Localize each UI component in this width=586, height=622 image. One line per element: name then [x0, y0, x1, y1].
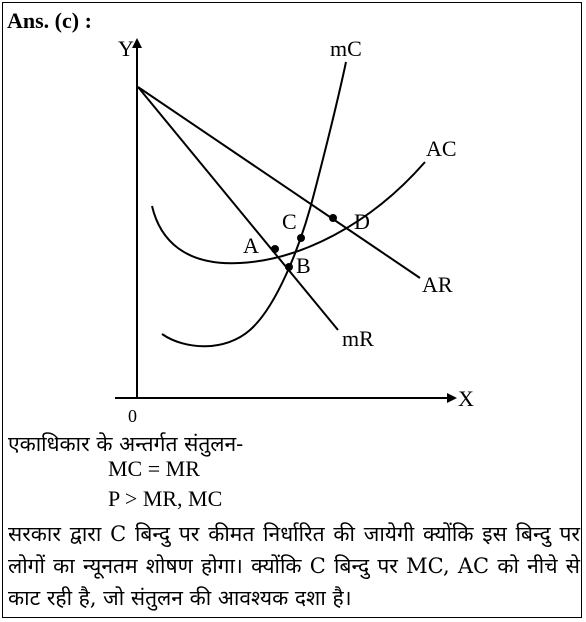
point-b-label: B: [296, 253, 311, 278]
answer-heading: Ans. (c) :: [7, 8, 92, 33]
mr-curve: [138, 87, 338, 330]
point-c-label: C: [282, 209, 297, 234]
equation-price: P > MR, MC: [108, 486, 223, 511]
equation-mc-mr: MC = MR: [108, 456, 200, 481]
equilibrium-heading: एकाधिकार के अन्तर्गत संतुलन-: [8, 432, 244, 456]
point-c-dot: [297, 234, 305, 242]
point-d-label: D: [354, 209, 370, 234]
point-b-dot: [285, 263, 293, 271]
explanation-paragraph: सरकार द्वारा C बिन्दु पर कीमत निर्धारित की जायेगी क्योंकि इस बिन्दु पर लोगों का न्यूनतम शोषण होगा। क्योंकि C बिन्दु पर MC, AC को नीचे से काट रही है, जो संतुलन की आवश्यक दशा है।: [8, 522, 580, 610]
origin-label: 0: [128, 406, 137, 426]
mc-curve: [162, 62, 346, 346]
point-d-dot: [329, 214, 337, 222]
point-a-dot: [271, 245, 279, 253]
ac-curve-label: AC: [426, 136, 457, 161]
point-a-label: A: [243, 233, 259, 258]
x-axis-label: X: [458, 386, 474, 411]
y-axis-label: Y: [118, 36, 134, 61]
mc-curve-label: mC: [330, 36, 362, 61]
mr-curve-label: mR: [342, 326, 374, 351]
ar-curve-label: AR: [422, 272, 453, 297]
